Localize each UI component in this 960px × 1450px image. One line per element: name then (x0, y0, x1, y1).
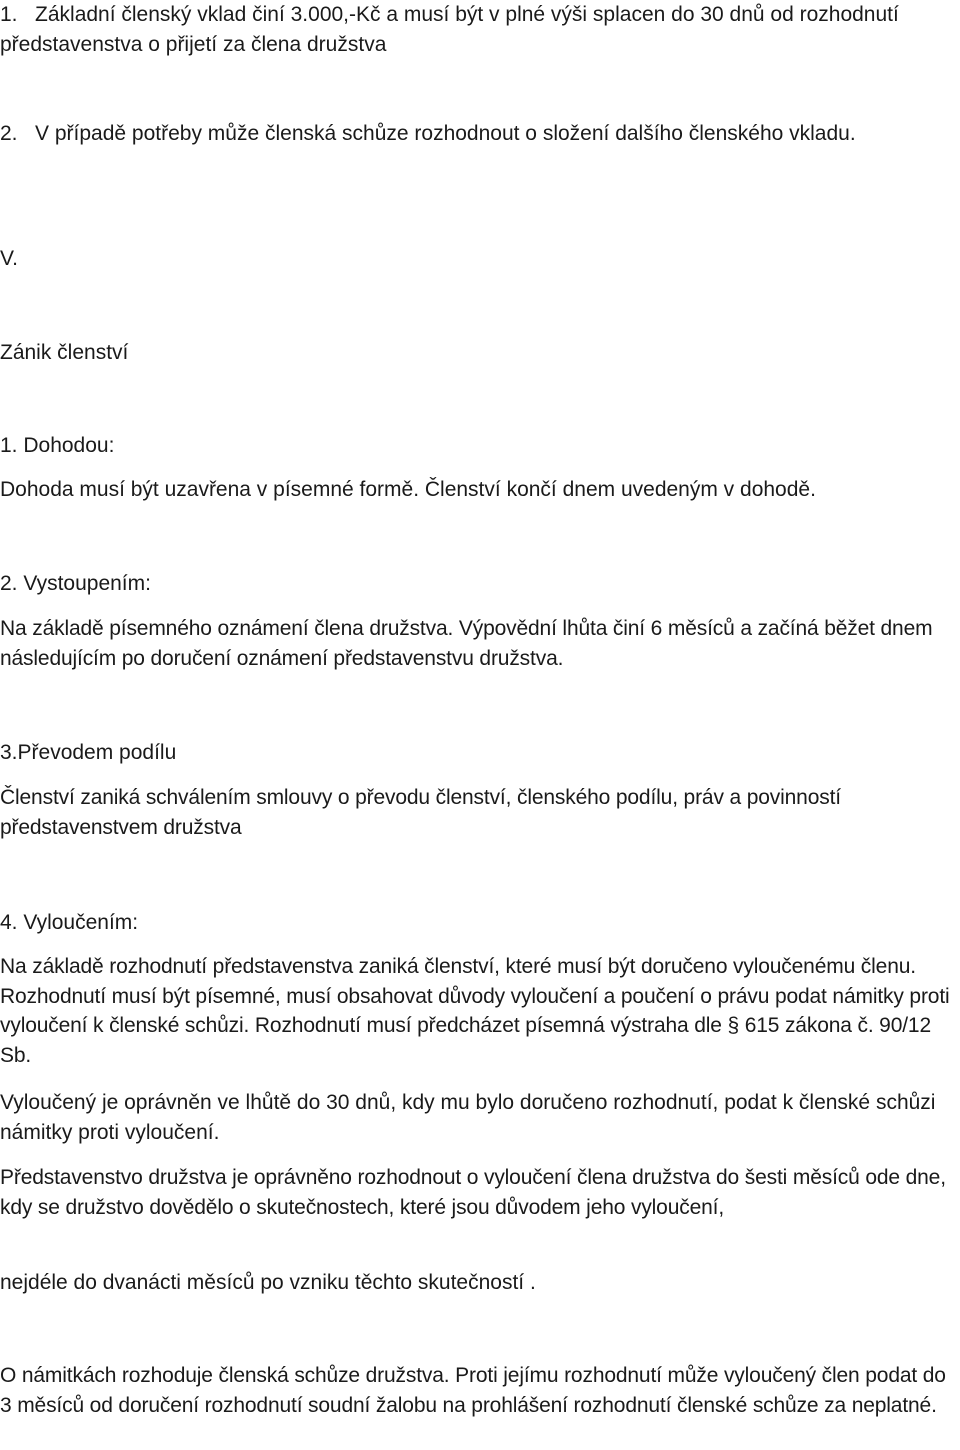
paragraph-agreement: Dohoda musí být uzavřena v písemné formě. Členství končí dnem uvedeným v dohodě. (0, 478, 816, 501)
paragraph-latest-deadline: nejdéle do dvanácti měsíců po vzniku těchto skutečností . (0, 1271, 536, 1294)
paragraph-objection-decision: O námitkách rozhoduje členská schůze družstva. Proti jejímu rozhodnutí může vyloučený člen podat do 3 měsíců od doručení rozhodnutí soudní žalobu na prohlášení rozhodnutí členské schůze za neplatné. (0, 1364, 946, 1417)
paragraph-additional-deposit: 2. V případě potřeby může členská schůze rozhodnout o složení dalšího členského vkladu. (0, 122, 856, 145)
heading-by-withdrawal: 2. Vystoupením: (0, 572, 151, 595)
paragraph-withdrawal: Na základě písemného oznámení člena družstva. Výpovědní lhůta činí 6 měsíců a začíná běžet dnem následujícím po doručení oznámení představenstvu družstva. (0, 617, 933, 670)
heading-by-transfer: 3.Převodem podílu (0, 741, 177, 764)
paragraph-expulsion: Na základě rozhodnutí představenstva zaniká členství, které musí být doručeno vyloučenému členu. Rozhodnutí musí být písemné, musí obsahovat důvody vyloučení a poučení o právu podat námitky proti vyloučení k členské schůzi. Rozhodnutí musí předcházet písemná výstraha dle § 615 zákona č. 90/12 Sb. (0, 955, 950, 1067)
heading-by-expulsion: 4. Vyloučením: (0, 911, 139, 934)
paragraph-transfer: Členství zaniká schválením smlouvy o převodu členství, členského podílu, práv a povinností představenstvem družstva (0, 786, 841, 839)
section-number: V. (0, 247, 18, 270)
paragraph-objection-right: Vyloučený je oprávněn ve lhůtě do 30 dnů, kdy mu bylo doručeno rozhodnutí, podat k členské schůzi námitky proti vyloučení. (0, 1091, 936, 1144)
heading-by-agreement: 1. Dohodou: (0, 434, 115, 457)
paragraph-board-deadline: Představenstvo družstva je oprávněno rozhodnout o vyloučení člena družstva do šesti měsíců ode dne, kdy se družstvo dovědělo o skutečnostech, které jsou důvodem jeho vyloučení, (0, 1166, 946, 1219)
paragraph-membership-deposit: 1. Základní členský vklad činí 3.000,-Kč a musí být v plné výši splacen do 30 dnů od rozhodnutí představenstva o přijetí za člena družstva (0, 3, 899, 56)
section-title: Zánik členství (0, 341, 129, 364)
